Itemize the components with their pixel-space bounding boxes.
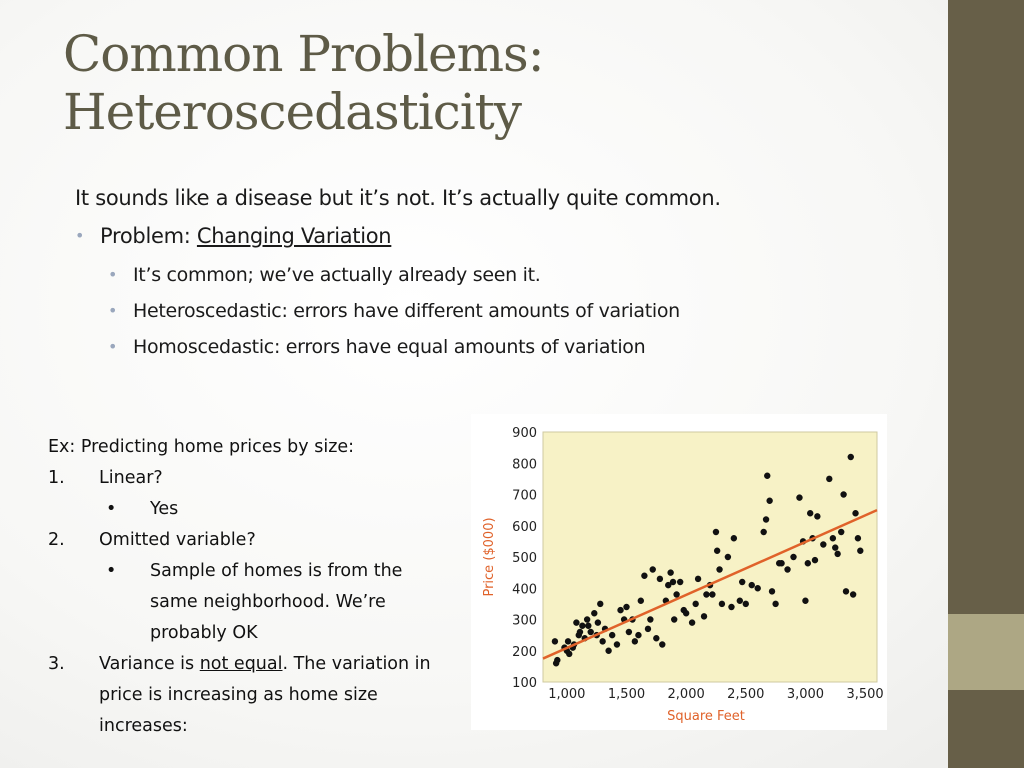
example-block [48,432,458,742]
data-point [855,535,861,541]
data-point [609,632,615,638]
sub-bullet-dot-icon: • [106,561,117,581]
example-item-2-sub [48,556,450,649]
x-tick-label: 3,500 [846,687,884,702]
data-point [671,616,677,622]
data-point [667,569,673,575]
scatter-chart [471,414,887,730]
data-point [677,579,683,585]
y-tick-label: 700 [512,488,537,504]
data-point [755,585,761,591]
data-point [673,591,679,597]
data-point [769,588,775,594]
data-point [763,516,769,522]
item-text-underlined: not equal [199,654,283,674]
data-point [588,629,594,635]
y-tick-label: 600 [512,519,537,535]
data-point [703,591,709,597]
sub-bullet-text: Homoscedastic: errors have equal amounts of variation [133,336,646,358]
data-point [692,601,698,607]
data-point [617,607,623,613]
data-point [647,616,653,622]
data-point [623,604,629,610]
data-point [626,629,632,635]
item-text-a: Variance is [99,654,200,674]
data-point [834,551,840,557]
sub-bullet-text: Heteroscedastic: errors have different amounts of variation [133,300,680,322]
data-point [584,616,590,622]
data-point [585,623,591,629]
data-point [597,601,603,607]
data-point [739,579,745,585]
item-number: 1. [48,468,65,488]
item-text-b: . The variation in price is increasing as home size increases: [99,654,431,736]
data-point [830,535,836,541]
data-point [552,638,558,644]
data-point [812,557,818,563]
data-point [683,610,689,616]
data-point [725,554,731,560]
data-point [805,560,811,566]
example-item-1-sub [48,494,458,525]
data-point [716,566,722,572]
bullet-dot-icon: • [75,226,85,245]
data-point [689,619,695,625]
data-point [807,510,813,516]
side-accent-block [948,614,1024,690]
sub-item-text: Yes [150,499,179,519]
data-point [796,494,802,500]
data-point [743,601,749,607]
x-tick-label: 1,500 [607,687,646,702]
data-point [605,648,611,654]
data-point [659,641,665,647]
sub-bullet-2 [75,300,935,322]
x-tick-label: 3,000 [786,687,825,702]
sub-bullet-1 [75,264,935,286]
data-point [832,544,838,550]
data-point [802,598,808,604]
data-point [695,576,701,582]
data-point [577,629,583,635]
data-point [714,548,720,554]
data-point [614,641,620,647]
sub-bullet-3 [75,336,935,358]
item-text: Omitted variable? [99,530,256,550]
y-tick-label: 400 [512,582,537,598]
x-tick-label: 1,000 [548,687,586,702]
x-axis-label: Square Feet [667,709,745,724]
scatter-chart-svg [471,414,887,730]
data-point [814,513,820,519]
data-point [595,619,601,625]
item-text: Linear? [99,468,163,488]
data-point [635,632,641,638]
y-tick-label: 100 [512,676,537,691]
data-point [641,573,647,579]
data-point [843,588,849,594]
data-point [737,598,743,604]
data-point [566,651,572,657]
x-axis-ticks [548,687,883,702]
bullet-problem [75,224,935,248]
data-point [850,591,856,597]
sub-bullet-text: It’s common; we’ve actually already seen it. [133,264,541,286]
item-number: 3. [48,654,65,674]
y-axis-label: Price ($000) [482,517,497,597]
data-point [790,554,796,560]
data-point [701,613,707,619]
sub-item-text: Sample of homes is from the same neighborhood. We’re probably OK [150,561,403,643]
data-point [579,623,585,629]
data-point [764,473,770,479]
example-heading: Ex: Predicting home prices by size: [48,437,355,457]
intro-text: It sounds like a disease but it’s not. It’s actually quite common. [75,186,721,210]
item-number: 2. [48,530,65,550]
data-point [638,598,644,604]
y-tick-label: 500 [512,551,537,566]
data-point [599,638,605,644]
data-point [719,601,725,607]
data-point [650,566,656,572]
example-item-3 [48,649,439,742]
y-tick-label: 200 [512,644,537,660]
data-point [848,454,854,460]
data-point [670,579,676,585]
sub-bullet-dot-icon: • [106,499,117,519]
data-point [749,582,755,588]
problem-label: Problem: [100,224,197,248]
x-tick-label: 2,000 [667,687,705,702]
data-point [838,529,844,535]
y-tick-label: 900 [512,426,537,441]
data-point [784,566,790,572]
bullet-dot-icon: • [108,301,118,320]
example-item-1 [48,463,458,494]
x-tick-label: 2,500 [727,687,765,702]
example-item-2 [48,525,458,556]
slide-body [75,186,935,372]
bullet-dot-icon: • [108,265,118,284]
data-point [632,638,638,644]
data-point [826,476,832,482]
data-point [772,601,778,607]
plot-area [543,432,877,682]
data-point [653,635,659,641]
data-point [709,591,715,597]
data-point [713,529,719,535]
data-point [591,610,597,616]
y-axis-ticks [512,426,537,691]
data-point [731,535,737,541]
data-point [573,619,579,625]
data-point [766,498,772,504]
data-point [760,529,766,535]
data-point [728,604,734,610]
data-point [554,657,560,663]
data-point [840,491,846,497]
title-line-1: Common Problems: [63,25,544,83]
data-point [820,541,826,547]
y-tick-label: 800 [512,457,537,473]
y-tick-label: 300 [512,613,537,629]
data-point [657,576,663,582]
bullet-dot-icon: • [108,337,118,356]
data-point [565,638,571,644]
data-point [857,548,863,554]
problem-value: Changing Variation [196,224,392,248]
data-point [852,510,858,516]
page-title [63,25,923,141]
data-point [778,560,784,566]
data-point [645,626,651,632]
title-line-2: Heteroscedasticity [63,83,522,141]
